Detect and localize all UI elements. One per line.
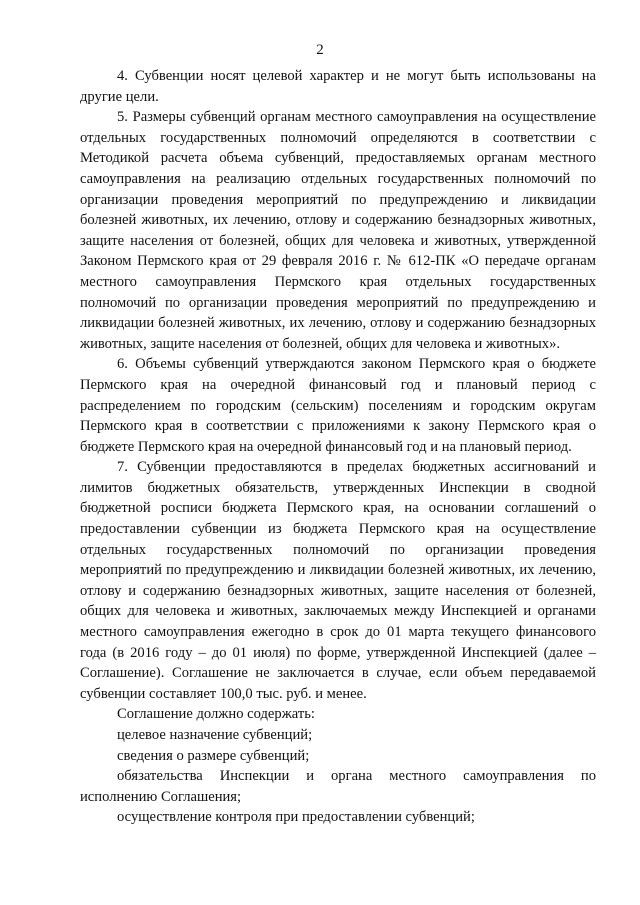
page-number: 2 — [316, 42, 324, 58]
paragraph-4: 4. Субвенции носят целевой характер и не могут быть использованы на другие цели. — [80, 68, 596, 105]
agreement-item-amount: сведения о размере субвенций; — [117, 747, 310, 764]
paragraph-6: 6. Объемы субвенций утверждаются законом Пермского края о бюджете Пермского края на очередной финансовый год и плановый период с распределением по городским (сельским) поселениям и городским округам Пермского края в соответствии с приложениями к закону Пермского края о бюджете Пермского края на очередной финансовый год и на плановый период. — [80, 356, 596, 455]
document-body — [80, 66, 596, 828]
paragraph-7: 7. Субвенции предоставляются в пределах бюджетных ассигнований и лимитов бюджетных обязательств, утвержденных Инспекции в сводной бюджетной росписи бюджета Пермского края, на основании соглашений о предоставлении субвенции из бюджета Пермского края на осуществление отдельных государственных полномочий по организации проведения мероприятий по предупреждению и ликвидации болезней животных, их лечению, отлову и содержанию безнадзорных животных, защите населения от болезней, общих для человека и животных, заключаемых между Инспекцией и органами местного самоуправления ежегодно в срок до 01 марта текущего финансового года (в 2016 году – до 01 июля) по форме, утвержденной Инспекцией (далее – Соглашение). Соглашение не заключается в случае, если объем передаваемой субвенции составляет 100,0 тыс. руб. и менее. — [80, 459, 596, 702]
agreement-item-obligations: обязательства Инспекции и органа местного самоуправления по исполнению Соглашения; — [80, 768, 596, 805]
paragraph-5: 5. Размеры субвенций органам местного самоуправления на осуществление отдельных государственных полномочий определяются в соответствии с Методикой расчета объема субвенций, предоставляемых органам местного самоуправления на реализацию отдельных государственных полномочий по организации проведения мероприятий по предупреждению и ликвидации болезней животных, их лечению, отлову и содержанию безнадзорных животных, защите населения от болезней, общих для человека и животных, утвержденной Законом Пермского края от 29 февраля 2016 г. № 612-ПК «О передаче органам местного самоуправления Пермского края отдельных государственных полномочий по организации проведения мероприятий по предупреждению и ликвидации болезней животных, их лечению, отлову и содержанию безнадзорных животных, защите населения от болезней, общих для человека и животных». — [80, 109, 596, 352]
agreement-item-purpose: целевое назначение субвенций; — [117, 727, 313, 743]
agreement-item-control: осуществление контроля при предоставлении субвенций; — [117, 809, 475, 826]
agreement-intro: Соглашение должно содержать: — [117, 706, 315, 723]
